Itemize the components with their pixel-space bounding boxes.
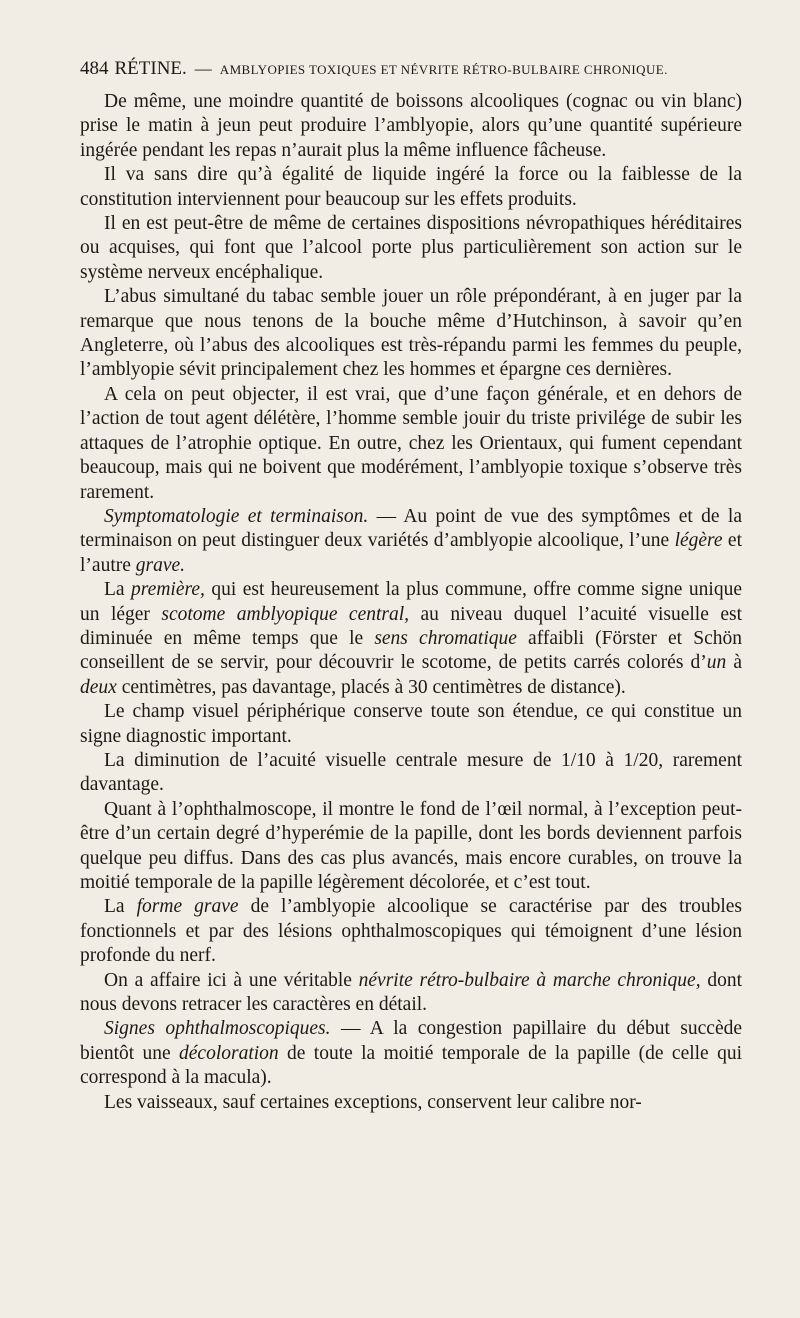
- paragraph: [80, 798, 742, 896]
- text-run: L’abus simultané du tabac semble jouer un rôle prépondérant, à en juger par la remarque que nous tenons de la bouche même d’Hutchinson, à savoir qu’en Angleterre, où l’abus des alcooliques est très-répandu parmi les femmes du peuple, l’amblyopie sévit principalement chez les hommes et épargne ces dernières.: [80, 286, 742, 381]
- paragraph: [80, 969, 742, 1018]
- italic-text: deux: [80, 676, 117, 698]
- italic-text: grave.: [135, 554, 186, 576]
- italic-text: Symptomatologie et terminaison.: [104, 505, 369, 527]
- running-title: RÉTINE.: [114, 58, 187, 79]
- section-title: AMBLYOPIES TOXIQUES ET NÉVRITE RÉTRO-BULBAIRE CHRONIQUE.: [219, 62, 668, 77]
- italic-text: légère: [674, 530, 723, 552]
- text-run: La: [104, 579, 132, 601]
- book-page: [80, 58, 742, 1115]
- italic-text: sens chromatique: [374, 627, 517, 649]
- text-run: On a affaire ici à une véritable: [104, 969, 359, 991]
- text-run: Il en est peut-être de même de certaines dispositions névropathiques héréditaires ou acquises, qui font que l’alcool porte plus particulièrement son action sur le système nerveux encéphalique.: [80, 213, 742, 283]
- header-separator: —: [194, 59, 212, 78]
- text-run: affaibli (Förster et Schön conseillent de se servir, pour découvrir le scotome, de petits carrés colorés d’: [80, 627, 742, 674]
- text-run: au niveau duquel l’acuité visuelle est diminuée en même temps que le: [80, 603, 742, 649]
- italic-text: forme grave: [136, 896, 239, 918]
- page-number: 484: [80, 58, 109, 79]
- text-run: Le champ visuel périphérique conserve toute son étendue, ce qui constitue un signe diagnostic important.: [80, 701, 742, 747]
- text-run: A cela on peut objecter, il est vrai, que d’une façon générale, et en dehors de l’action de tout agent délétère, l’homme semble jouir du triste privilége de subir les attaques de l’atrophie optique. En outre, chez les Orientaux, qui fument cependant beaucoup, mais qui ne boivent que modérément, l’amblyopie toxique s’observe très rarement.: [80, 383, 742, 503]
- paragraph: [80, 1091, 742, 1115]
- text-run: centimètres, pas davantage, placés à 30 centimètres de distance).: [116, 676, 626, 698]
- paragraph: [80, 212, 742, 285]
- paragraph: [80, 383, 742, 505]
- text-run: — A la congestion papillaire du début succède bientôt une: [80, 1018, 742, 1064]
- text-run: Il va sans dire qu’à égalité de liquide ingéré la force ou la faiblesse de la constitution interviennent pour beaucoup sur les effets produits.: [80, 164, 742, 210]
- paragraph: [80, 895, 742, 968]
- text-run: La: [104, 896, 137, 918]
- paragraph: [80, 163, 742, 212]
- text-run: de toute la moitié temporale de la papille (de celle qui correspond à la macula).: [80, 1042, 742, 1089]
- text-run: Les vaisseaux, sauf certaines exceptions, conservent leur calibre nor-: [104, 1091, 642, 1113]
- paragraph: [80, 749, 742, 798]
- italic-text: scotome amblyopique central,: [161, 603, 410, 625]
- paragraph: [80, 90, 742, 163]
- body-text: [80, 90, 742, 1115]
- italic-text: névrite rétro-bulbaire à marche chronique,: [358, 969, 701, 991]
- text-run: à: [726, 652, 742, 674]
- text-run: dont nous devons retracer les caractères en détail.: [80, 969, 742, 1016]
- paragraph: [80, 700, 742, 749]
- paragraph: [80, 1017, 742, 1090]
- text-run: et l’autre: [80, 530, 742, 576]
- text-run: de l’amblyopie alcoolique se caractérise par des troubles fonctionnels et par des lésions ophthalmoscopiques qui témoignent d’une lésion profonde du nerf.: [80, 896, 742, 967]
- text-run: Quant à l’ophthalmoscope, il montre le fond de l’œil normal, à l’exception peut-être d’un certain degré d’hyperémie de la papille, dont les bords deviennent parfois quelque peu diffus. Dans des cas plus avancés, mais encore curables, on trouve la moitié temporale de la papille légèrement décolorée, et c’est tout.: [80, 798, 742, 893]
- text-run: De même, une moindre quantité de boissons alcooliques (cognac ou vin blanc) prise le matin à jeun peut produire l’amblyopie, alors qu’une quantité supérieure ingérée pendant les repas n’aurait plus la même influence fâcheuse.: [80, 91, 742, 161]
- italic-text: décoloration: [179, 1042, 279, 1064]
- text-run: — Au point de vue des symptômes et de la terminaison on peut distinguer deux variétés d’amblyopie alcoolique, l’une: [80, 505, 742, 552]
- text-run: qui est heureusement la plus commune, offre comme signe unique un léger: [80, 579, 742, 625]
- italic-text: un: [706, 652, 727, 674]
- paragraph: [80, 578, 742, 700]
- paragraph: [80, 505, 742, 578]
- italic-text: première,: [131, 579, 205, 601]
- italic-text: Signes ophthalmoscopiques.: [104, 1018, 331, 1040]
- running-header: [80, 58, 742, 90]
- paragraph: [80, 285, 742, 383]
- text-run: La diminution de l’acuité visuelle centrale mesure de 1/10 à 1/20, rarement davantage.: [80, 749, 742, 796]
